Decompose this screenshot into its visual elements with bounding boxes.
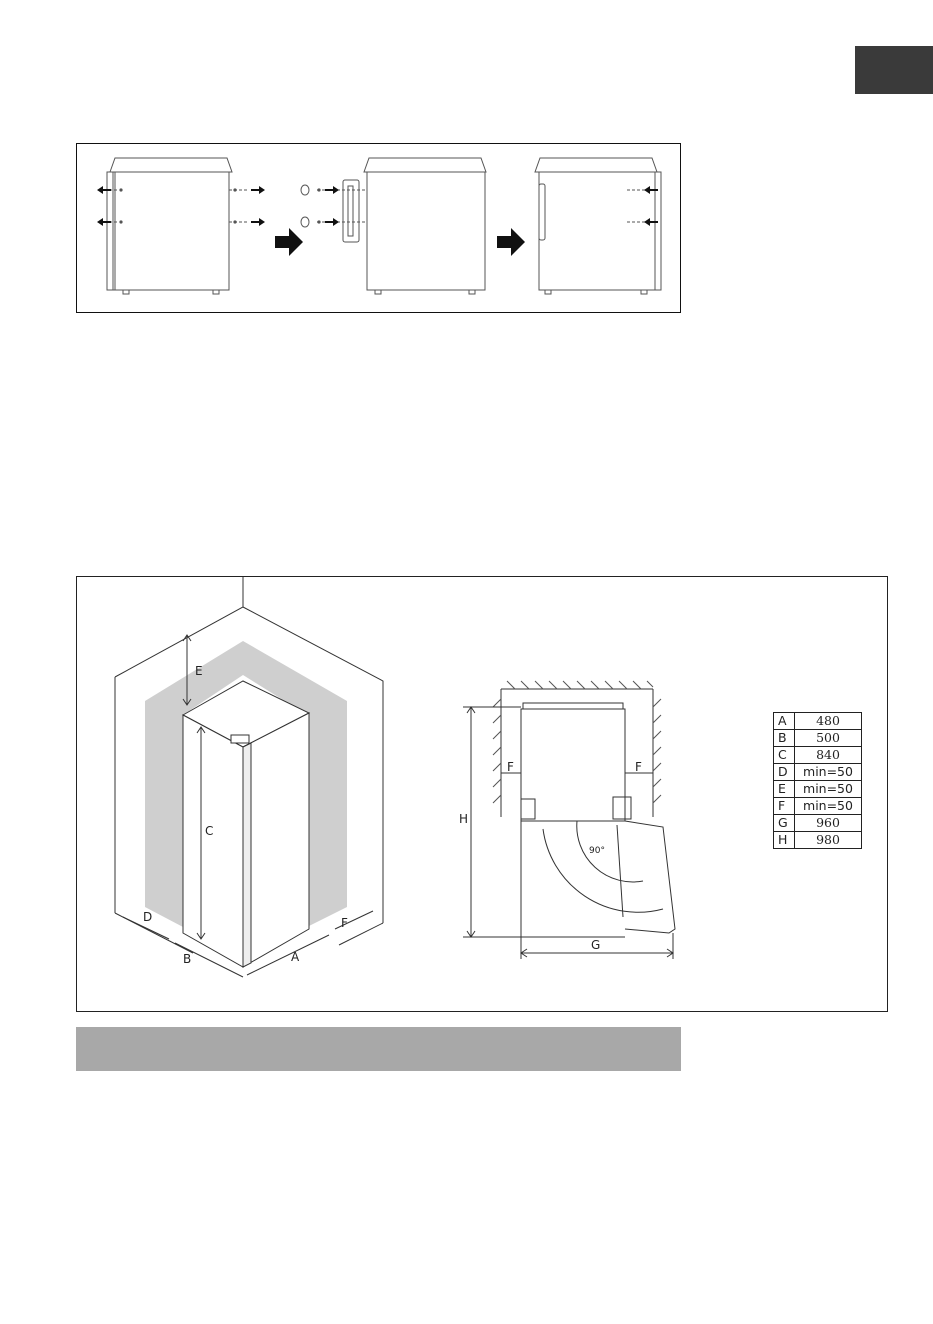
- door-reversal-steps-frame: [76, 143, 681, 313]
- dimensions-table: [773, 712, 862, 849]
- chapter-tab: [855, 46, 933, 94]
- label-g: G: [591, 938, 601, 952]
- label-a: A: [291, 950, 300, 964]
- table-row: G 960: [774, 815, 862, 832]
- label-b: B: [183, 952, 192, 966]
- step-arrow-icon: [497, 228, 525, 256]
- table-row: C 840: [774, 747, 862, 764]
- perspective-view: [115, 577, 383, 977]
- label-e: E: [195, 664, 203, 678]
- fridge-step-1: [107, 158, 249, 294]
- step-arrow-icon: [275, 228, 303, 256]
- label-f-right: F: [635, 760, 642, 774]
- fridge-step-2: [301, 158, 486, 294]
- installation-dimensions-frame: [76, 576, 888, 1012]
- section-heading-bar: [76, 1027, 681, 1071]
- table-row: B 500: [774, 730, 862, 747]
- label-d: D: [143, 910, 153, 924]
- label-c: C: [205, 824, 214, 838]
- table-row: H 980: [774, 832, 862, 849]
- label-h: H: [459, 812, 469, 826]
- table-row: A 480: [774, 713, 862, 730]
- direction-arrows: [97, 186, 658, 256]
- door-reversal-illustration: [77, 144, 682, 314]
- label-angle: 90°: [589, 846, 605, 856]
- fridge-step-3: [535, 158, 661, 294]
- top-view: [463, 681, 675, 959]
- table-row: F min=50: [774, 798, 862, 815]
- table-row: D min=50: [774, 764, 862, 781]
- table-row: E min=50: [774, 781, 862, 798]
- installation-diagram: [77, 577, 889, 1013]
- label-f-perspective: F: [341, 916, 348, 930]
- label-f-left: F: [507, 760, 514, 774]
